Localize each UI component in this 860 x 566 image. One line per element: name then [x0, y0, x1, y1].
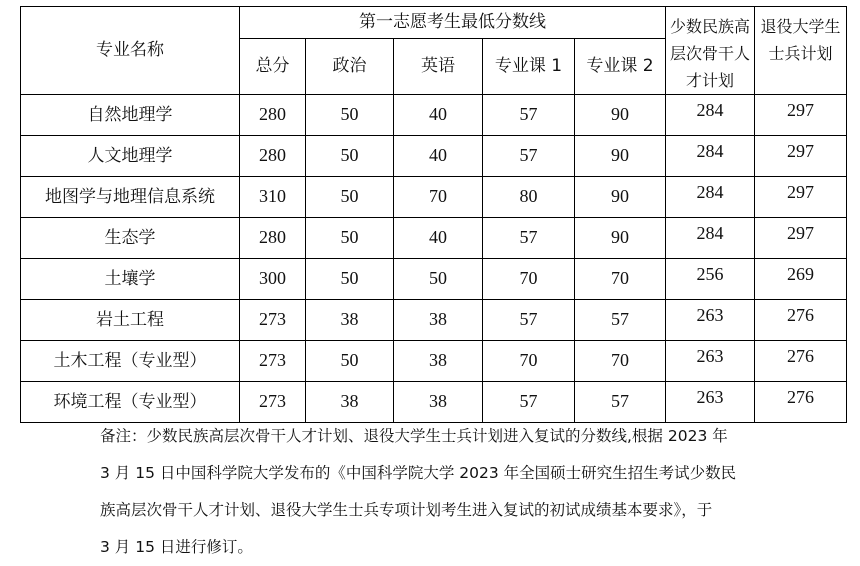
- row-politics: 38: [306, 300, 394, 341]
- row-total: 280: [240, 136, 306, 177]
- row-course1: 70: [483, 341, 575, 382]
- row-major-name: 地图学与地理信息系统: [21, 177, 240, 218]
- row-total: 280: [240, 218, 306, 259]
- row-politics: 50: [306, 95, 394, 136]
- row-english: 50: [394, 259, 483, 300]
- row-english: 38: [394, 341, 483, 382]
- header-total: 总分: [240, 39, 306, 95]
- row-politics: 38: [306, 382, 394, 423]
- row-minority: 263: [666, 300, 755, 341]
- footnote-line: 3 月 15 日进行修订。: [100, 538, 253, 556]
- row-course2: 90: [575, 95, 666, 136]
- row-course2: 90: [575, 177, 666, 218]
- table-row: [21, 382, 847, 423]
- row-politics: 50: [306, 341, 394, 382]
- row-minority: 263: [666, 382, 755, 423]
- table-row: [21, 177, 847, 218]
- footnote-line: 备注：少数民族高层次骨干人才计划、退役大学生士兵计划进入复试的分数线,根据 2023 年: [100, 427, 728, 445]
- row-minority: 263: [666, 341, 755, 382]
- row-minority: 284: [666, 136, 755, 177]
- row-veteran: 276: [755, 382, 847, 423]
- row-veteran: 297: [755, 95, 847, 136]
- footnote-line: 3 月 15 日中国科学院大学发布的《中国科学院大学 2023 年全国硕士研究生招生考试少数民: [100, 464, 737, 482]
- row-english: 38: [394, 300, 483, 341]
- header-politics: 政治: [306, 39, 394, 95]
- row-total: 310: [240, 177, 306, 218]
- header-minority-plan: 少数民族高层次骨干人才计划: [666, 7, 755, 95]
- header-veteran-plan: 退役大学生士兵计划: [755, 7, 847, 95]
- row-course1: 57: [483, 300, 575, 341]
- score-table: [20, 6, 847, 423]
- row-major-name: 人文地理学: [21, 136, 240, 177]
- row-english: 40: [394, 95, 483, 136]
- row-politics: 50: [306, 259, 394, 300]
- header-first-choice-group: 第一志愿考生最低分数线: [240, 7, 666, 39]
- row-course2: 70: [575, 341, 666, 382]
- row-total: 273: [240, 341, 306, 382]
- row-major-name: 自然地理学: [21, 95, 240, 136]
- row-minority: 284: [666, 95, 755, 136]
- row-total: 273: [240, 300, 306, 341]
- footnote-line: 族高层次骨干人才计划、退役大学生士兵专项计划考生进入复试的初试成绩基本要求》，于: [100, 501, 713, 519]
- table-row: [21, 300, 847, 341]
- table-row: [21, 136, 847, 177]
- table-row: [21, 259, 847, 300]
- table-row: [21, 95, 847, 136]
- row-course2: 57: [575, 382, 666, 423]
- row-major-name: 环境工程（专业型）: [21, 382, 240, 423]
- row-course1: 80: [483, 177, 575, 218]
- row-course1: 57: [483, 382, 575, 423]
- header-course1: 专业课 1: [483, 39, 575, 95]
- row-minority: 284: [666, 218, 755, 259]
- row-politics: 50: [306, 177, 394, 218]
- row-major-name: 土木工程（专业型）: [21, 341, 240, 382]
- row-total: 273: [240, 382, 306, 423]
- row-minority: 256: [666, 259, 755, 300]
- row-course1: 57: [483, 218, 575, 259]
- row-course2: 57: [575, 300, 666, 341]
- row-course1: 57: [483, 95, 575, 136]
- row-major-name: 土壤学: [21, 259, 240, 300]
- row-veteran: 276: [755, 341, 847, 382]
- row-english: 40: [394, 218, 483, 259]
- row-course1: 70: [483, 259, 575, 300]
- row-course2: 90: [575, 136, 666, 177]
- row-politics: 50: [306, 218, 394, 259]
- row-politics: 50: [306, 136, 394, 177]
- row-total: 280: [240, 95, 306, 136]
- row-total: 300: [240, 259, 306, 300]
- row-english: 70: [394, 177, 483, 218]
- table-row: [21, 218, 847, 259]
- row-veteran: 297: [755, 136, 847, 177]
- row-veteran: 297: [755, 177, 847, 218]
- row-course2: 70: [575, 259, 666, 300]
- table-row: [21, 341, 847, 382]
- row-veteran: 297: [755, 218, 847, 259]
- row-major-name: 岩土工程: [21, 300, 240, 341]
- row-english: 38: [394, 382, 483, 423]
- row-english: 40: [394, 136, 483, 177]
- row-major-name: 生态学: [21, 218, 240, 259]
- header-major-name: 专业名称: [21, 7, 240, 95]
- row-veteran: 276: [755, 300, 847, 341]
- header-course2: 专业课 2: [575, 39, 666, 95]
- row-veteran: 269: [755, 259, 847, 300]
- row-course1: 57: [483, 136, 575, 177]
- header-english: 英语: [394, 39, 483, 95]
- row-course2: 90: [575, 218, 666, 259]
- footnote: [0, 418, 860, 566]
- row-minority: 284: [666, 177, 755, 218]
